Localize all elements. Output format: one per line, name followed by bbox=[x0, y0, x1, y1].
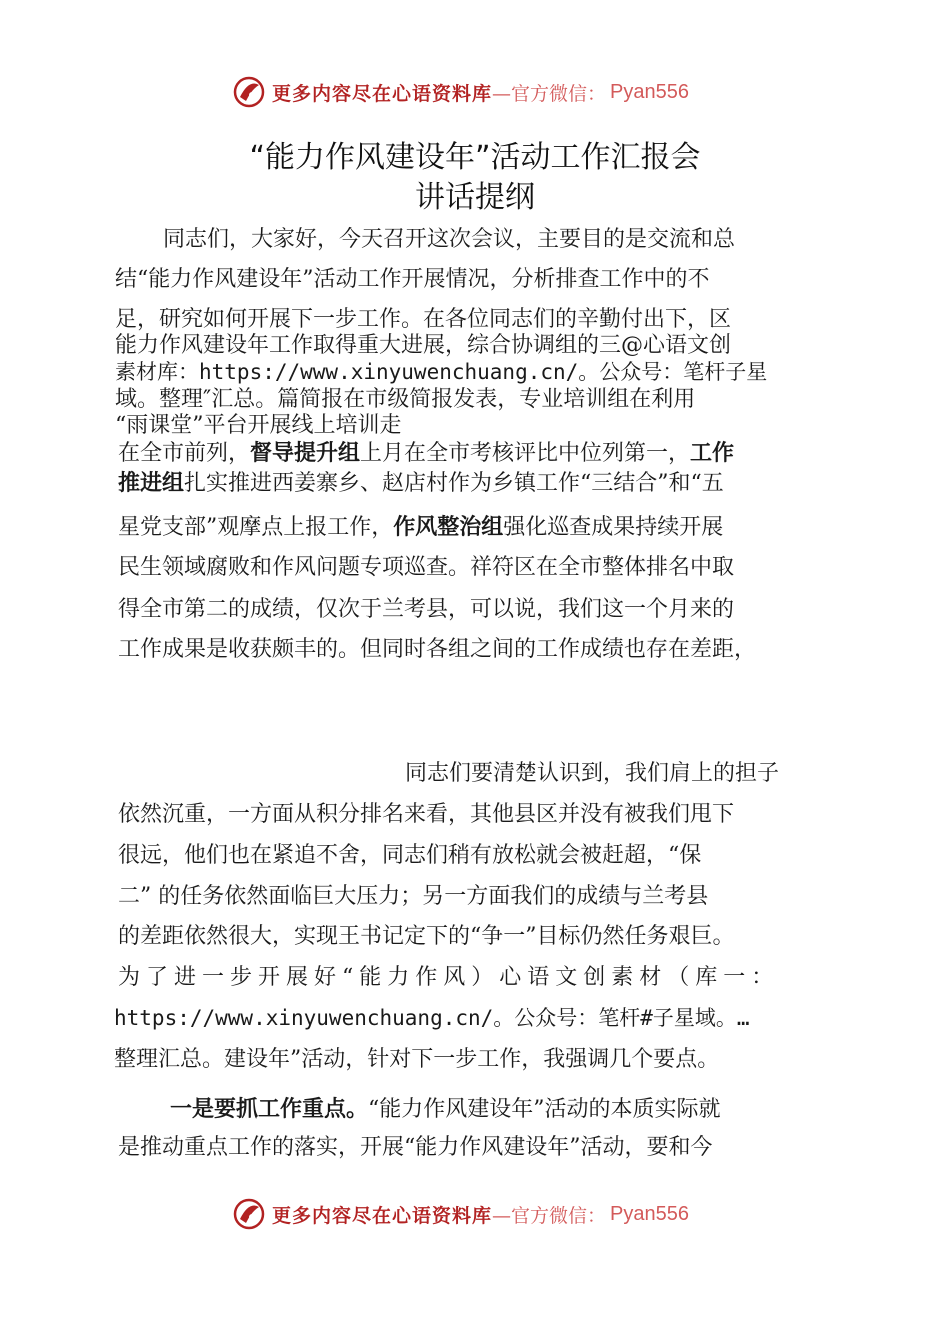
logo-icon bbox=[232, 1197, 266, 1231]
text-line: 是推动重点工作的落实，开展“能力作风建设年”活动，要和今 bbox=[118, 1135, 713, 1160]
header-banner bbox=[232, 72, 689, 112]
footer-banner bbox=[232, 1194, 689, 1234]
text-run: 在全市前列， bbox=[118, 441, 251, 466]
banner-wechat-label: —官方微信： bbox=[492, 1204, 607, 1227]
bold-term: 推进组 bbox=[118, 471, 185, 496]
logo-icon bbox=[232, 75, 266, 109]
banner-title: 更多内容尽在心语资料库 bbox=[272, 82, 493, 105]
document-title: “能力作风建设年”活动工作汇报会 bbox=[249, 140, 701, 175]
text-run: 上月在全市考核评比中位列第一， bbox=[360, 441, 691, 466]
banner-title: 更多内容尽在心语资料库 bbox=[272, 1204, 493, 1227]
document-subtitle: 讲话提纲 bbox=[415, 180, 535, 215]
text-line: 得全市第二的成绩，仅次于兰考县，可以说，我们这一个月来的 bbox=[118, 597, 735, 622]
text-line: “雨课堂”平台开展线上培训走 bbox=[115, 413, 402, 438]
text-line: 足，研究如何开展下一步工作。在各位同志们的辛勤付出下，区 bbox=[115, 307, 732, 332]
banner-wechat-id: Pyan556 bbox=[610, 1202, 689, 1225]
text-line: 结“能力作风建设年”活动工作开展情况，分析排查工作中的不 bbox=[115, 267, 710, 292]
text-line: 能力作风建设年工作取得重大进展，综合协调组的三@心语文创 bbox=[115, 333, 732, 358]
text-line: 很远，他们也在紧追不舍，同志们稍有放松就会被赶超，“保 bbox=[118, 843, 702, 868]
text-line: 素材库：https://www.xinyuwenchuang.cn/。公众号：笔杆子星 bbox=[115, 360, 768, 384]
text-line: 为了进一步开展好“能力作风）心语文创素材（库一： bbox=[118, 965, 780, 990]
text-line: 同志们要清楚认识到，我们肩上的担子 bbox=[405, 761, 780, 786]
text-run: 强化巡查成果持续开展 bbox=[503, 515, 724, 540]
text-line: 的差距依然很大，实现王书记定下的“争一”目标仍然任务艰巨。 bbox=[118, 924, 735, 949]
text-line: 工作成果是收获颇丰的。但同时各组之间的工作成绩也存在差距， bbox=[118, 637, 757, 662]
text-line: 依然沉重，一方面从积分排名来看，其他县区并没有被我们甩下 bbox=[118, 802, 735, 827]
text-line bbox=[170, 1092, 721, 1123]
text-line bbox=[118, 466, 724, 497]
banner-wechat-id: Pyan556 bbox=[610, 80, 689, 103]
bold-term: 督导提升组 bbox=[250, 441, 361, 466]
bold-term: 工作 bbox=[690, 441, 735, 466]
text-line: 同志们，大家好，今天召开这次会议，主要目的是交流和总 bbox=[163, 227, 736, 252]
text-line bbox=[118, 510, 723, 541]
text-line: 整理汇总。建设年”活动，针对下一步工作，我强调几个要点。 bbox=[114, 1047, 720, 1072]
banner-wechat-label: —官方微信： bbox=[492, 82, 607, 105]
text-run: 星党支部”观摩点上报工作， bbox=[118, 515, 394, 540]
bold-term: 作风整治组 bbox=[393, 515, 504, 540]
text-run: 扎实推进西姜寨乡、赵店村作为乡镇工作“三结合”和“五 bbox=[184, 471, 724, 496]
text-line: https://www.xinyuwenchuang.cn/。公众号：笔杆#子星域。… bbox=[114, 1006, 750, 1030]
text-line: 二” 的任务依然面临巨大压力；另一方面我们的成绩与兰考县 bbox=[118, 884, 709, 909]
text-line: 民生领域腐败和作风问题专项巡查。祥符区在全市整体排名中取 bbox=[118, 555, 735, 580]
bold-term: 一是要抓工作重点。 bbox=[170, 1097, 369, 1122]
text-line: 域。整理″汇总。篇简报在市级简报发表，专业培训组在利用 bbox=[115, 387, 696, 412]
text-line bbox=[118, 436, 734, 467]
text-run: “能力作风建设年”活动的本质实际就 bbox=[368, 1097, 721, 1122]
